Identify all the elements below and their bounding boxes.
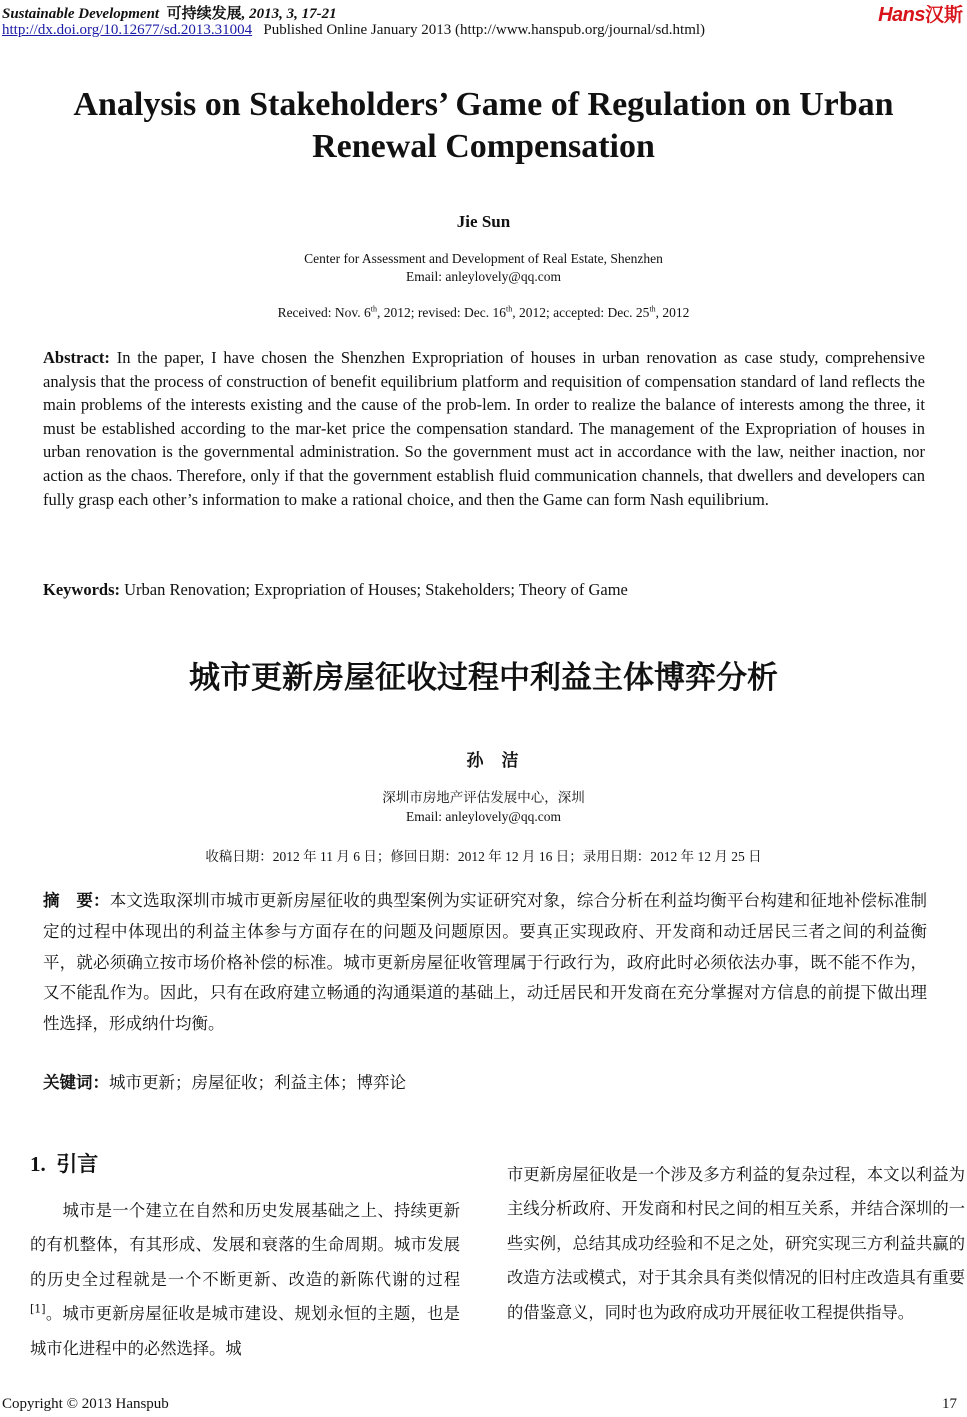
sup: th <box>370 304 378 314</box>
sup: th <box>649 304 656 314</box>
body-text: 城市是一个建立在自然和历史发展基础之上、持续更新的有机整体，有其形成、发展和衰落的生命周期。城市发展的历史全过程就是一个不断更新、改造的新陈代谢的过程 <box>30 1201 460 1289</box>
author-cn: 孙洁 <box>466 751 537 771</box>
year: , 2012 <box>655 305 690 320</box>
email-en: Email: anleylovely@qq.com <box>406 269 561 284</box>
journal-name: Sustainable Development <box>2 6 160 22</box>
logo-text-en: Hans <box>878 4 925 26</box>
abstract-cn <box>43 886 927 1040</box>
published-info: Published Online January 2013 (http://www.hanspub.org/journal/sd.html) <box>263 22 706 38</box>
affiliation-cn <box>0 788 967 826</box>
section-title: 引言 <box>56 1152 99 1176</box>
email-cn: Email: anleylovely@qq.com <box>406 809 561 824</box>
abstract-text: In the paper, I have chosen the Shenzhen Expropriation of houses in urban renovation as case study, comprehensive analysis that the process of construction of benefit equilibrium platform and requisition of compensation standard of land reflects the main problems of the interests existing and the cause of the prob-lem. In order to realize the balance of interests among the three, it must be established according to the mar-ket price the compensation standard. The management of the Expropriation of houses in urban renovation is the governmental administration. So the government must act in accordance with the law, neither inaction, nor action as the chaos. Therefore, only if that the government establish fluid communication channels, that dwellers and developers can fully grasp each other’s information to make a rational choice, and then the Game can form Nash equilibrium. <box>43 348 925 509</box>
doi-link[interactable]: http://dx.doi.org/10.12677/sd.2013.31004 <box>2 22 253 38</box>
abstract-cn-text: 本文选取深圳市城市更新房屋征收的典型案例为实证研究对象，综合分析在利益均衡平台构建和征地补偿标准制定的过程中体现出的利益主体参与方面存在的问题及问题原因。要真正实现政府、开发商和动迁居民三者之间的利益衡平，就必须确立按市场价格补偿的标准。城市更新房屋征收管理属于行政行为，政府此时必须依法办事，既不能不作为，又不能乱作为。因此，只有在政府建立畅通的沟通渠道的基础上，动迁居民和开发商在充分掌握对方信息的前提下做出理性选择，形成纳什均衡。 <box>43 891 928 1034</box>
body-column-left <box>30 1194 460 1366</box>
affiliation-cn-text: 深圳市房地产评估发展中心，深圳 <box>382 790 585 805</box>
journal-name-cn: 可持续发展 <box>166 6 242 22</box>
revised-date: , 2012; revised: Dec. 16 <box>377 305 506 320</box>
logo-text-cn: 汉斯 <box>924 5 963 26</box>
author-en: Jie Sun <box>456 212 511 231</box>
abstract-cn-label: 摘 要： <box>43 891 110 910</box>
keywords-cn-label: 关键词： <box>43 1073 109 1092</box>
citation-ref[interactable]: [1] <box>30 1302 46 1316</box>
dates-cn: 收稿日期：2012 年 11 月 6 日；修回日期：2012 年 12 月 16 日；录用日期：2012 年 12 月 25 日 <box>205 849 762 864</box>
abstract-en <box>43 346 925 511</box>
keywords-text: Urban Renovation; Expropriation of Houses; Stakeholders; Theory of Game <box>120 580 628 599</box>
section-number: 1. <box>30 1152 46 1176</box>
section-heading <box>30 1148 98 1178</box>
body-column-right: 市更新房屋征收是一个涉及多方利益的复杂过程，本文以利益为主线分析政府、开发商和村民之间的相互关系，并结合深圳的一些实例，总结其成功经验和不足之处，研究实现三方利益共赢的改造方法或模式，对于其余具有类似情况的旧村庄改造具有重要的借鉴意义，同时也为政府成功开展征收工程提供指导。 <box>507 1165 965 1322</box>
paper-title-cn: 城市更新房屋征收过程中利益主体博弈分析 <box>189 660 778 696</box>
hans-logo <box>878 0 963 27</box>
affiliation-en <box>0 250 967 286</box>
keywords-en <box>43 578 925 602</box>
copyright: Copyright © 2013 Hanspub <box>2 1396 169 1412</box>
paper-title-en: Analysis on Stakeholders’ Game of Regulation on Urban Renewal Compensation <box>73 86 894 165</box>
body-text: 。城市更新房屋征收是城市建设、规划永恒的主题，也是城市化进程中的必然选择。城 <box>30 1304 460 1358</box>
journal-citation: , 2013, 3, 17-21 <box>241 6 337 22</box>
keywords-cn <box>43 1068 927 1099</box>
journal-header <box>2 2 337 23</box>
received-dates <box>0 305 967 321</box>
doi-line <box>2 22 705 39</box>
accepted-date: , 2012; accepted: Dec. 25 <box>512 305 650 320</box>
received-date: Received: Nov. 6 <box>277 305 371 320</box>
affiliation-text: Center for Assessment and Development of Real Estate, Shenzhen <box>304 251 663 266</box>
keywords-cn-text: 城市更新；房屋征收；利益主体；博弈论 <box>109 1073 406 1092</box>
keywords-label: Keywords: <box>43 580 120 599</box>
abstract-label: Abstract: <box>43 348 110 367</box>
sup: th <box>506 304 513 314</box>
page-number: 17 <box>942 1396 957 1412</box>
